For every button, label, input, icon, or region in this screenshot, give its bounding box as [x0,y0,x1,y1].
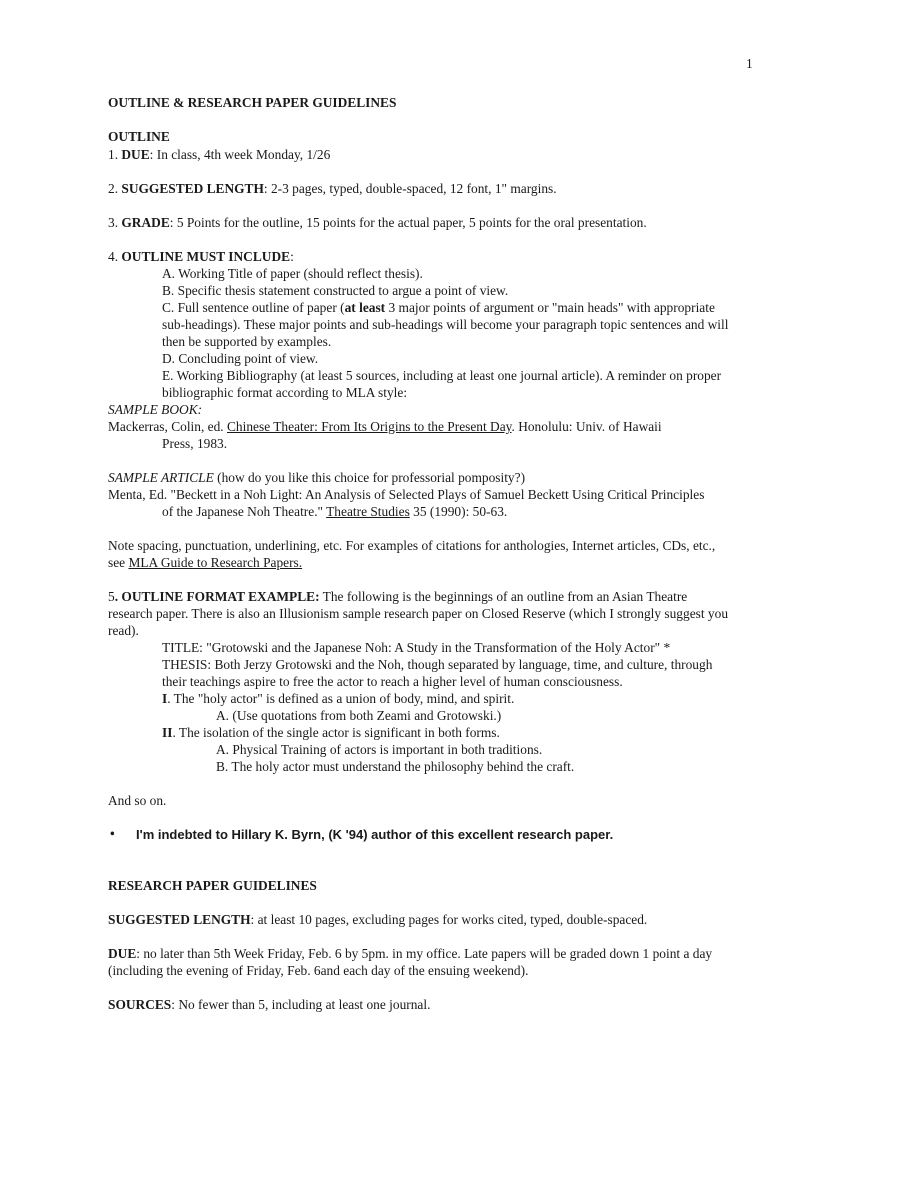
item-text: : 5 Points for the outline, 15 points for the actual paper, 5 points for the oral presentation. [169,215,647,230]
include-e-line2: bibliographic format according to MLA style: [162,385,408,400]
document-title: OUTLINE & RESEARCH PAPER GUIDELINES [108,95,397,110]
sample-book-label: SAMPLE BOOK: [108,402,203,417]
item-text: : In class, 4th week Monday, 1/26 [149,147,331,162]
example-point-ii-a: A. Physical Training of actors is important in both traditions. [216,742,543,757]
item-number: 5 [108,589,115,604]
include-d: D. Concluding point of view. [162,351,319,366]
outline-length [108,180,557,197]
include-e-line1: E. Working Bibliography (at least 5 sources, including at least one journal article). A reminder on proper [162,368,722,383]
research-due-line2: (including the evening of Friday, Feb. 6and each day of the ensuing weekend). [108,963,529,978]
note-line2: see MLA Guide to Research Papers. [108,555,303,570]
item-number: 3. [108,215,122,230]
research-heading: RESEARCH PAPER GUIDELINES [108,878,317,893]
item-label: DUE [121,147,150,162]
example-title: TITLE: "Grotowski and the Japanese Noh: A Study in the Transformation of the Holy Actor" * [162,640,671,655]
include-c-line2: sub-headings). These major points and sub-headings will become your paragraph topic sentences and will [162,317,729,332]
emphasis: at least [344,300,386,315]
item-label: DUE [108,946,137,961]
journal-title: Theatre Studies [326,504,410,519]
item-text: : No fewer than 5, including at least one journal. [171,997,431,1012]
credit-note: I'm indebted to Hillary K. Byrn, (K '94) author of this excellent research paper. [136,827,614,842]
item-colon: : [290,249,294,264]
item-label: SOURCES [108,997,172,1012]
item-number: 2. [108,181,122,196]
note-line1: Note spacing, punctuation, underlining, etc. For examples of citations for anthologies, Internet articles, CDs, etc., [108,538,716,553]
sample-article-citation-line1: Menta, Ed. "Beckett in a Noh Light: An Analysis of Selected Plays of Samuel Beckett Using Critical Principles [108,487,705,502]
include-b: B. Specific thesis statement constructed to argue a point of view. [162,283,509,298]
example-point-i-a: A. (Use quotations from both Zeami and Grotowski.) [216,708,502,723]
item-label: . OUTLINE FORMAT EXAMPLE: [114,589,320,604]
outline-due [108,146,330,163]
item-number: 4. [108,249,122,264]
example-point-ii-b: B. The holy actor must understand the philosophy behind the craft. [216,759,575,774]
item-label: SUGGESTED LENGTH [108,912,251,927]
sample-article-citation-line2: of the Japanese Noh Theatre." Theatre Studies 35 (1990): 50-63. [162,504,508,519]
bullet-icon: • [110,826,115,841]
research-due-line1 [108,945,712,962]
outline-include [108,248,294,265]
include-c-line1: C. Full sentence outline of paper (at least 3 major points of argument or "main heads" with appropriate [162,300,715,315]
example-point-ii: II. The isolation of the single actor is significant in both forms. [162,725,500,740]
page-number: 1 [746,56,753,71]
example-thesis-line1: THESIS: Both Jerzy Grotowski and the Noh, though separated by language, time, and culture, through [162,657,713,672]
item-label: OUTLINE MUST INCLUDE [121,249,291,264]
example-point-i: I. The "holy actor" is defined as a union of body, mind, and spirit. [162,691,515,706]
outline-heading: OUTLINE [108,129,170,144]
item-text: : at least 10 pages, excluding pages for works cited, typed, double-spaced. [250,912,648,927]
outline-grade [108,214,647,231]
item-text: : no later than 5th Week Friday, Feb. 6 by 5pm. in my office. Late papers will be graded down 1 point a day [136,946,713,961]
format-line3: read). [108,623,139,638]
item-label: SUGGESTED LENGTH [121,181,264,196]
format-line2: research paper. There is also an Illusionism sample research paper on Closed Reserve (which I strongly suggest you [108,606,729,621]
item-number: 1. [108,147,122,162]
format-line1: 5. OUTLINE FORMAT EXAMPLE: The following is the beginnings of an outline from an Asian Theatre [108,589,688,604]
item-text: : 2-3 pages, typed, double-spaced, 12 font, 1" margins. [263,181,557,196]
mla-guide-link[interactable]: MLA Guide to Research Papers. [128,555,303,570]
book-title: Chinese Theater: From Its Origins to the Present Day [227,419,512,434]
sample-book-citation-line2: Press, 1983. [162,436,228,451]
include-a: A. Working Title of paper (should reflect thesis). [162,266,423,281]
sample-book-citation-line1: Mackerras, Colin, ed. Chinese Theater: From Its Origins to the Present Day. Honolulu: Univ. of Hawaii [108,419,662,434]
include-c-line3: then be supported by examples. [162,334,332,349]
research-length [108,911,647,928]
item-label: GRADE [121,215,170,230]
research-sources [108,996,430,1013]
example-thesis-line2: their teachings aspire to free the actor to reach a higher level of human consciousness. [162,674,623,689]
sample-article-label: SAMPLE ARTICLE (how do you like this choice for professorial pomposity?) [108,470,526,485]
and-so-on: And so on. [108,793,167,808]
